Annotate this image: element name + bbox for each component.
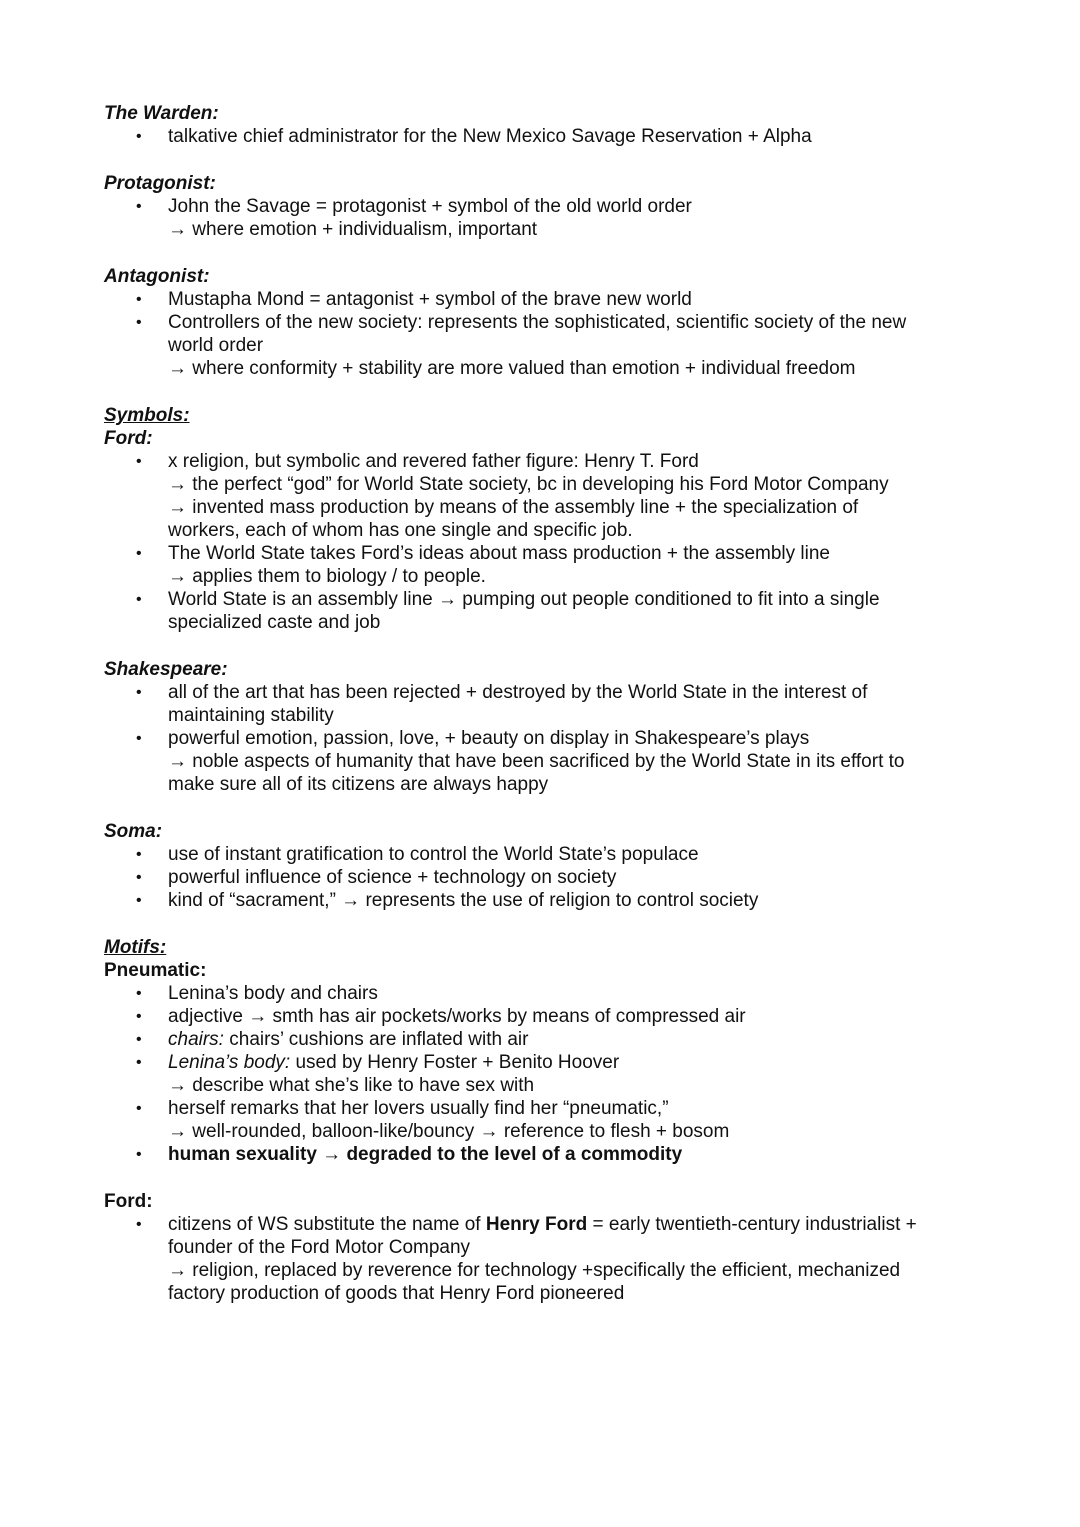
protagonist-list: [104, 195, 1020, 241]
pneumatic-list: [104, 982, 1020, 1166]
section-soma: [104, 820, 1020, 912]
list-item: • Controllers of the new society: represents the sophisticated, scientific society of the new world order → where conformity + stability are more valued than emotion + individual freedom: [104, 311, 1020, 380]
heading-pneumatic: Pneumatic:: [104, 960, 207, 981]
warden-list: [104, 125, 1020, 148]
shakespeare-list: [104, 681, 1020, 796]
list-item: • The World State takes Ford’s ideas about mass production + the assembly line → applies them to biology / to people.: [104, 542, 1020, 588]
symbols-ford-list: [104, 450, 1020, 634]
list-item: • human sexuality → degraded to the level of a commodity: [104, 1143, 1020, 1166]
list-item: • World State is an assembly line → pumping out people conditioned to fit into a single specialized caste and job: [104, 588, 1020, 634]
list-item: • powerful influence of science + technology on society: [104, 866, 1020, 889]
section-shakespeare: [104, 658, 1020, 796]
section-motifs-ford: [104, 1190, 1020, 1305]
list-item: • Mustapha Mond = antagonist + symbol of the brave new world: [104, 288, 1020, 311]
list-item: • adjective → smth has air pockets/works by means of compressed air: [104, 1005, 1020, 1028]
section-motifs: [104, 936, 1020, 1166]
section-antagonist: [104, 265, 1020, 380]
section-symbols: [104, 404, 1020, 634]
heading-protagonist: Protagonist:: [104, 173, 216, 194]
heading-symbols-ford: Ford:: [104, 428, 153, 449]
heading-motifs: Motifs:: [104, 937, 167, 958]
list-item: • Lenina’s body: used by Henry Foster + Benito Hoover → describe what she’s like to have sex with: [104, 1051, 1020, 1097]
heading-shakespeare: Shakespeare:: [104, 659, 228, 680]
section-protagonist: [104, 172, 1020, 241]
soma-list: [104, 843, 1020, 912]
antagonist-list: [104, 288, 1020, 380]
motifs-ford-list: [104, 1213, 1020, 1305]
section-warden: [104, 102, 1020, 148]
list-item: • Lenina’s body and chairs: [104, 982, 1020, 1005]
list-item: • x religion, but symbolic and revered father figure: Henry T. Ford → the perfect “god” for World State society, bc in developing his Ford Motor Company → invented mass production by means of the assembly line + the specialization of workers, each of whom has one single and specific job.: [104, 450, 1020, 542]
list-item: • powerful emotion, passion, love, + beauty on display in Shakespeare’s plays → noble aspects of humanity that have been sacrificed by the World State in its effort to make sure all of its citizens are always happy: [104, 727, 1020, 796]
heading-soma: Soma:: [104, 821, 163, 842]
list-item: • herself remarks that her lovers usually find her “pneumatic,” → well-rounded, balloon-like/bouncy → reference to flesh + bosom: [104, 1097, 1020, 1143]
heading-warden: The Warden:: [104, 103, 219, 124]
list-item: • talkative chief administrator for the New Mexico Savage Reservation + Alpha: [104, 125, 1020, 148]
list-item: • use of instant gratification to control the World State’s populace: [104, 843, 1020, 866]
heading-motifs-ford: Ford:: [104, 1191, 153, 1212]
list-item: • all of the art that has been rejected + destroyed by the World State in the interest of maintaining stability: [104, 681, 1020, 727]
list-item: • citizens of WS substitute the name of Henry Ford = early twentieth-century industrialist + founder of the Ford Motor Company → religion, replaced by reverence for technology +specifically the efficient, mechanized factory production of goods that Henry Ford pioneered: [104, 1213, 1020, 1305]
list-item: • chairs: chairs’ cushions are inflated with air: [104, 1028, 1020, 1051]
list-item: • John the Savage = protagonist + symbol of the old world order → where emotion + individualism, important: [104, 195, 1020, 241]
heading-symbols: Symbols:: [104, 405, 190, 426]
heading-antagonist: Antagonist:: [104, 266, 210, 287]
list-item: • kind of “sacrament,” → represents the use of religion to control society: [104, 889, 1020, 912]
